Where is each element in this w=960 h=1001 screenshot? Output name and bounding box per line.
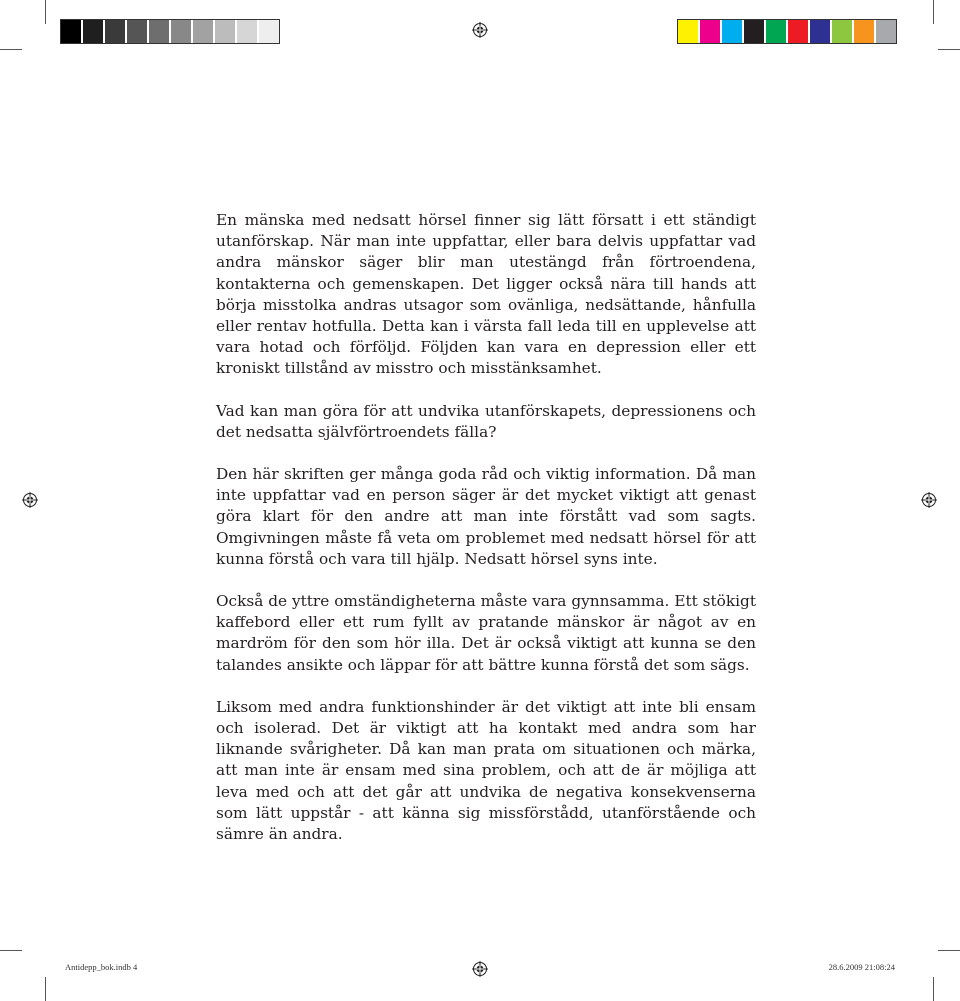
color-swatch [832, 20, 854, 43]
paragraph: Liksom med andra funktionshinder är det viktigt att inte bli ensam och isolerad. Det är viktigt att ha kontakt med andra som har liknande svårigheter. Då kan man prata om situationen och märka, att man inte är ensam med sina problem, och att de är möjliga att leva med och att det går att undvika de negativa konsekvenserna som lätt uppstår - att känna sig missförstådd, utanförstående och sämre än andra. [216, 697, 756, 844]
crop-mark [45, 977, 46, 1001]
color-swatch [722, 20, 744, 43]
gray-swatch [83, 20, 105, 43]
color-swatch [810, 20, 832, 43]
registration-mark-icon [472, 961, 488, 977]
gray-color-bar [60, 19, 280, 44]
color-swatch [700, 20, 722, 43]
crop-mark [933, 977, 934, 1001]
gray-swatch [149, 20, 171, 43]
crop-mark [933, 0, 934, 24]
gray-swatch [171, 20, 193, 43]
registration-mark-icon [22, 492, 38, 508]
gray-swatch [237, 20, 259, 43]
crop-mark [938, 950, 960, 951]
color-swatch [744, 20, 766, 43]
process-color-bar [677, 19, 897, 44]
gray-swatch [127, 20, 149, 43]
gray-swatch [105, 20, 127, 43]
color-swatch [788, 20, 810, 43]
registration-mark-icon [921, 492, 937, 508]
crop-mark [0, 49, 22, 50]
slug-timestamp: 28.6.2009 21:08:24 [828, 962, 895, 972]
gray-swatch [259, 20, 279, 43]
color-swatch [678, 20, 700, 43]
gray-swatch [215, 20, 237, 43]
paragraph: Också de yttre omständigheterna måste vara gynnsamma. Ett stökigt kaffebord eller ett rum fyllt av pratande mänskor är något av en mardröm för den som hör illa. Det är också viktigt att kunna se den talandes ansikte och läppar för att bättre kunna förstå det som sägs. [216, 592, 756, 674]
crop-mark [0, 950, 22, 951]
color-swatch [876, 20, 896, 43]
gray-swatch [61, 20, 83, 43]
paragraph: Den här skriften ger många goda råd och viktig information. Då man inte uppfattar vad en person säger är det mycket viktigt att genast göra klart för den andre att man inte förstått vad som sagts. Omgivningen måste få veta om problemet med nedsatt hörsel för att kunna förstå och vara till hjälp. Nedsatt hörsel syns inte. [216, 465, 756, 568]
body-text [216, 210, 756, 866]
crop-mark [45, 0, 46, 24]
color-swatch [854, 20, 876, 43]
color-swatch [766, 20, 788, 43]
paragraph: En mänska med nedsatt hörsel finner sig lätt försatt i ett ständigt utanförskap. När man inte uppfattar, eller bara delvis uppfattar vad andra mänskor säger blir man utestängd från förtroendena, kontakterna och gemenskapen. Det ligger också nära till hands att börja misstolka andras utsagor som ovänliga, nedsättande, hånfulla eller rentav hotfulla. Detta kan i värsta fall leda till en upplevelse att vara hotad och förföljd. Följden kan vara en depression eller ett kroniskt tillstånd av misstro och misstänksamhet. [216, 211, 756, 378]
paragraph: Vad kan man göra för att undvika utanförskapets, depressionens och det nedsatta självförtroendets fälla? [216, 401, 756, 441]
registration-mark-icon [472, 22, 488, 38]
crop-mark [938, 49, 960, 50]
gray-swatch [193, 20, 215, 43]
slug-file-name: Antidepp_bok.indb 4 [65, 962, 138, 972]
